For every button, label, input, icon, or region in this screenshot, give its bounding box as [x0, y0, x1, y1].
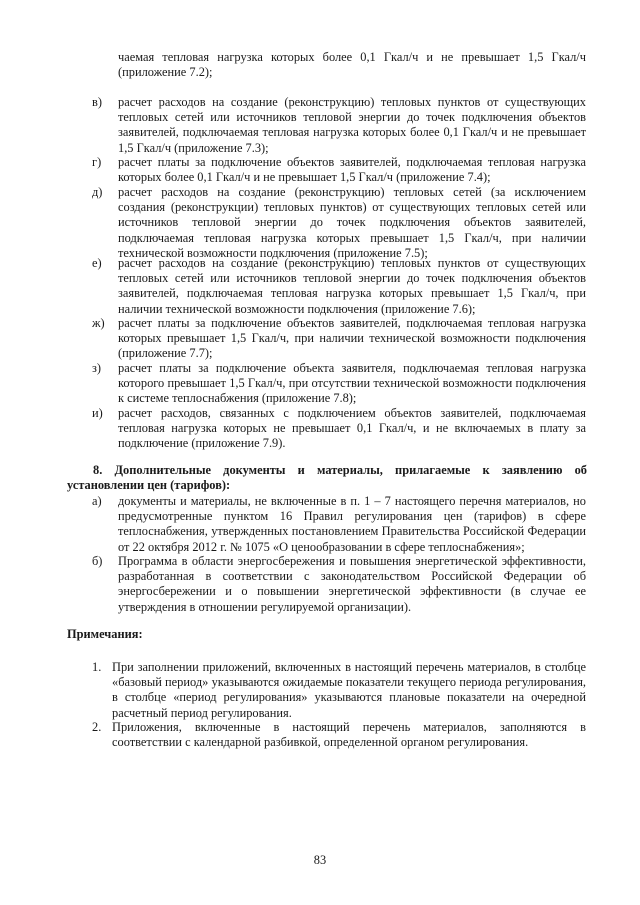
- list-marker: е): [92, 256, 102, 270]
- list-marker: и): [92, 406, 103, 420]
- note-item-1: [92, 660, 586, 721]
- list-marker: д): [92, 185, 103, 199]
- list-marker: г): [92, 155, 102, 169]
- list-item-text: Программа в области энергосбережения и повышения энергетической эффективности, разработанная в соответствии с законодательством Российской Федерации об энергосбережении и о повышении энергетической эффективности (в случае ее утверждения в отношении регулируемой организации).: [118, 554, 586, 614]
- list-item-text: расчет платы за подключение объекта заявителя, подключаемая тепловая нагрузка которого превышает 1,5 Гкал/ч, при отсутствии технической возможности подключения к системе теплоснабжения (приложение 7.8);: [118, 361, 586, 406]
- note-item-2: [92, 720, 586, 750]
- list-item-text: Приложения, включенные в настоящий перечень материалов, заполняются в соответствии с календарной разбивкой, определенной органом регулирования.: [112, 720, 586, 750]
- list-item-text: расчет платы за подключение объектов заявителей, подключаемая тепловая нагрузка которых превышает 1,5 Гкал/ч, при наличии технической возможности подключения (приложение 7.7);: [118, 316, 586, 361]
- list-item-d: [92, 185, 586, 261]
- notes-title: Примечания:: [67, 627, 143, 641]
- list-item-text: расчет платы за подключение объектов заявителей, подключаемая тепловая нагрузка которых более 0,1 Гкал/ч и не превышает 1,5 Гкал/ч (приложение 7.4);: [118, 155, 586, 185]
- list-marker: а): [92, 494, 102, 508]
- section-8-item-b: [92, 554, 586, 615]
- list-marker: 1.: [92, 660, 102, 674]
- list-item-i: [92, 406, 586, 452]
- list-item-text: При заполнении приложений, включенных в настоящий перечень материалов, в столбце «базовый период» указываются ожидаемые показатели текущего периода регулирования, в столбце «период регулирования» указываются плановые показатели на очередной расчетный период регулирования.: [112, 660, 586, 720]
- continuation-paragraph: чаемая тепловая нагрузка которых более 0,1 Гкал/ч и не превышает 1,5 Гкал/ч (приложение 7.2);: [118, 50, 586, 80]
- list-item-text: расчет расходов на создание (реконструкцию) тепловых пунктов от существующих тепловых сетей или источников тепловой энергии до точек подключения объектов заявителей, подключаемая тепловая нагрузка которых превышает 1,5 Гкал/ч, при наличии технической возможности подключения (приложение 7.6);: [118, 256, 586, 316]
- list-item-v: [92, 95, 586, 156]
- list-item-zh: [92, 316, 586, 362]
- list-item-text: расчет расходов на создание (реконструкцию) тепловых сетей (за исключением создания (реконструкции) тепловых пунктов) от существующих тепловых сетей или источников тепловой энергии до точек подключения объектов заявителей, подключаемая тепловая нагрузка которых превышает 1,5 Гкал/ч, при наличии технической возможности подключения (приложение 7.5);: [118, 185, 586, 260]
- section-8-heading: 8. Дополнительные документы и материалы, прилагаемые к заявлению об установлении цен (тарифов):: [67, 463, 587, 493]
- list-item-text: документы и материалы, не включенные в п. 1 – 7 настоящего перечня материалов, но предусмотренные пунктом 16 Правил регулирования цен (тарифов) в сфере теплоснабжения, утвержденных постановлением Правительства Российской Федерации от 22 октября 2012 г. № 1075 «О ценообразовании в сфере теплоснабжения»;: [118, 494, 586, 554]
- list-item-text: расчет расходов, связанных с подключением объектов заявителей, подключаемая тепловая нагрузка которых не превышает 0,1 Гкал/ч, и не включаемых в плату за подключение (приложение 7.9).: [118, 406, 586, 451]
- page-number: 83: [313, 853, 327, 867]
- list-item-g: [92, 155, 586, 185]
- list-item-z: [92, 361, 586, 407]
- list-item-text: расчет расходов на создание (реконструкцию) тепловых пунктов от существующих тепловых сетей или источников тепловой энергии до точек подключения объектов заявителей, подключаемая тепловая нагрузка которых более 0,1 Гкал/ч и не превышает 1,5 Гкал/ч (приложение 7.3);: [118, 95, 586, 155]
- list-item-e: [92, 256, 586, 317]
- list-marker: б): [92, 554, 103, 568]
- section-8-item-a: [92, 494, 586, 555]
- list-marker: ж): [92, 316, 105, 330]
- list-marker: з): [92, 361, 102, 375]
- list-marker: в): [92, 95, 102, 109]
- list-marker: 2.: [92, 720, 102, 734]
